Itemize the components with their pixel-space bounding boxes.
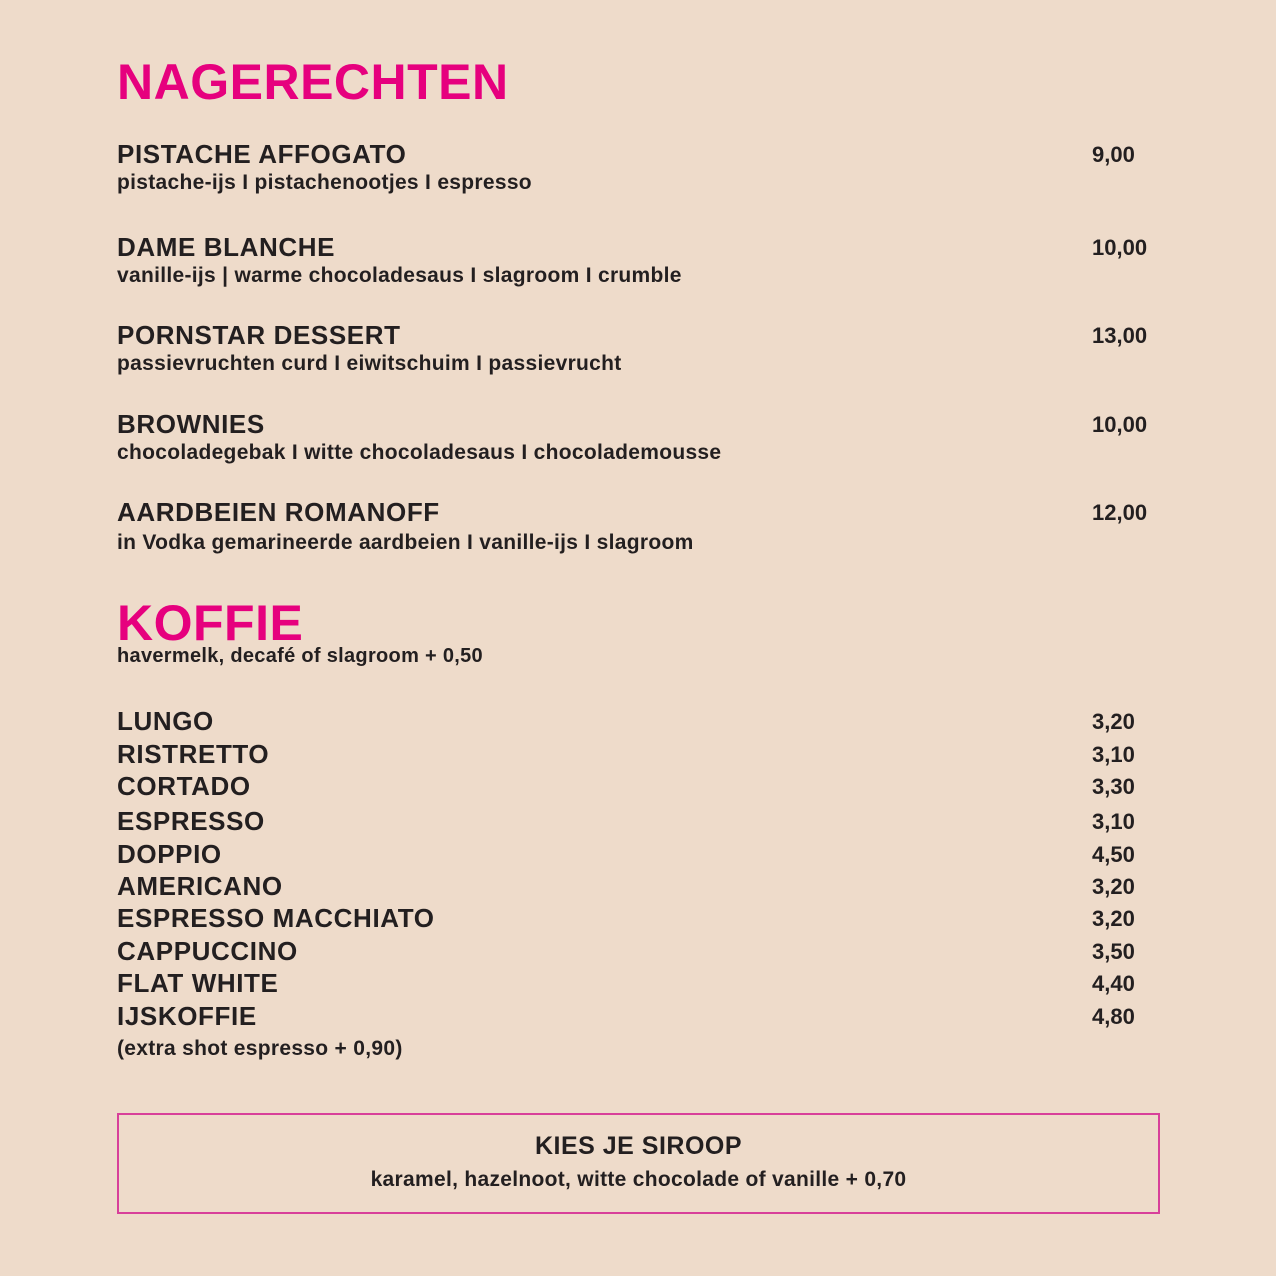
dessert-name: PISTACHE AFFOGATO [117, 139, 407, 169]
coffee-item [117, 1000, 1160, 1032]
coffee-item [117, 805, 1160, 837]
dessert-description: chocoladegebak I witte chocoladesaus I chocolademousse [117, 441, 722, 464]
syrup-options: karamel, hazelnoot, witte chocolade of vanille + 0,70 [370, 1168, 907, 1191]
coffee-price: 4,80 [1092, 1004, 1135, 1029]
coffee-price: 3,10 [1092, 742, 1135, 767]
extra-shot-note: (extra shot espresso + 0,90) [117, 1037, 403, 1060]
coffee-name: ESPRESSO MACCHIATO [117, 903, 435, 933]
desserts-title: NAGERECHTEN [117, 54, 509, 110]
coffee-name: CAPPUCCINO [117, 936, 298, 966]
coffee-name: LUNGO [117, 706, 214, 736]
dessert-price: 12,00 [1092, 500, 1148, 525]
coffee-name: IJSKOFFIE [117, 1001, 257, 1031]
dessert-name: PORNSTAR DESSERT [117, 320, 401, 350]
coffee-item [117, 770, 1160, 802]
coffee-price: 4,40 [1092, 971, 1135, 996]
dessert-description: in Vodka gemarineerde aardbeien I vanille-ijs I slagroom [117, 531, 694, 554]
coffee-item [117, 838, 1160, 870]
coffee-note: havermelk, decafé of slagroom + 0,50 [117, 645, 483, 667]
coffee-item [117, 935, 1160, 967]
dessert-name: AARDBEIEN ROMANOFF [117, 497, 440, 527]
coffee-name: ESPRESSO [117, 806, 265, 836]
dessert-price: 9,00 [1092, 142, 1135, 167]
dessert-item [117, 320, 1160, 378]
coffee-price: 3,50 [1092, 939, 1135, 964]
dessert-item [117, 409, 1160, 467]
coffee-price: 3,20 [1092, 874, 1135, 899]
coffee-name: RISTRETTO [117, 739, 270, 769]
dessert-name: BROWNIES [117, 409, 265, 439]
coffee-price: 3,20 [1092, 709, 1135, 734]
coffee-item [117, 902, 1160, 934]
syrup-box [117, 1113, 1160, 1214]
dessert-description: pistache-ijs I pistachenootjes I espresso [117, 171, 532, 194]
coffee-price: 3,10 [1092, 809, 1135, 834]
dessert-price: 10,00 [1092, 412, 1148, 437]
dessert-item [117, 497, 1160, 557]
dessert-price: 10,00 [1092, 235, 1148, 260]
coffee-item [117, 738, 1160, 770]
dessert-item [117, 139, 1160, 197]
coffee-title: KOFFIE [117, 595, 304, 651]
syrup-title: KIES JE SIROOP [534, 1132, 743, 1160]
dessert-name: DAME BLANCHE [117, 232, 336, 262]
coffee-item [117, 705, 1160, 737]
coffee-price: 3,30 [1092, 774, 1135, 799]
dessert-description: passievruchten curd I eiwitschuim I passievrucht [117, 352, 622, 375]
coffee-name: DOPPIO [117, 839, 222, 869]
coffee-price: 4,50 [1092, 842, 1135, 867]
coffee-price: 3,20 [1092, 906, 1135, 931]
coffee-item [117, 967, 1160, 999]
coffee-item [117, 870, 1160, 902]
coffee-name: CORTADO [117, 771, 251, 801]
dessert-description: vanille-ijs | warme chocoladesaus I slagroom I crumble [117, 264, 682, 287]
coffee-name: FLAT WHITE [117, 968, 279, 998]
dessert-item [117, 232, 1160, 290]
coffee-name: AMERICANO [117, 871, 283, 901]
dessert-price: 13,00 [1092, 323, 1148, 348]
